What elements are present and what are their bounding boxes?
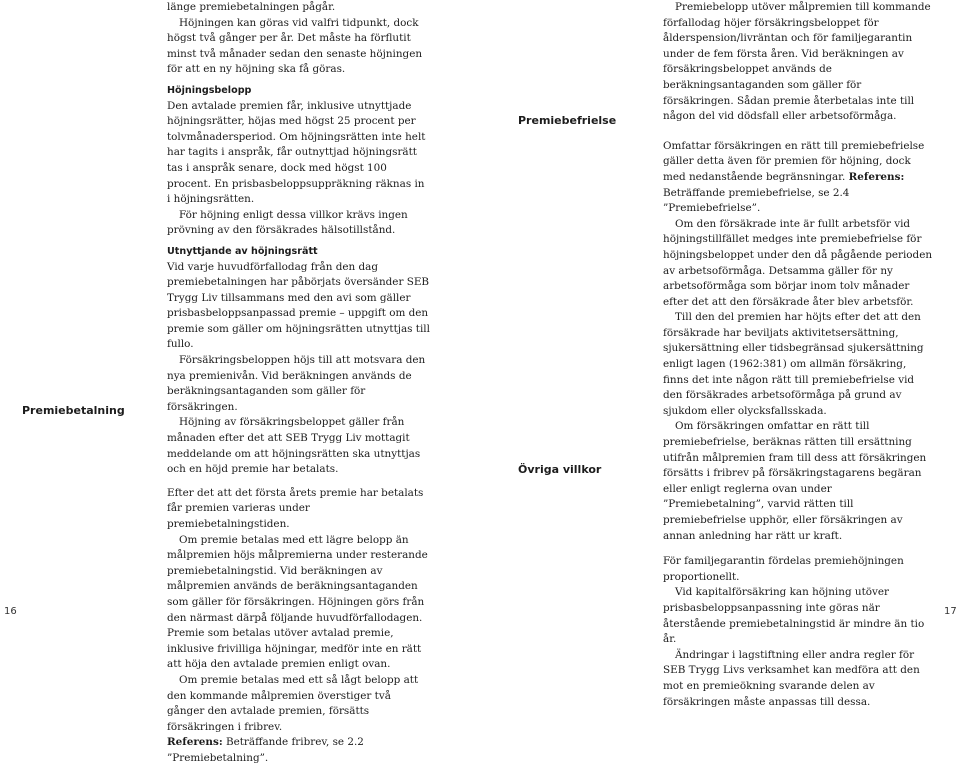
paragraph: Höjning av försäkringsbeloppet gäller från månaden efter det att SEB Trygg Liv mottagit meddelande om att höjningsrätten ska utnyttjas och en höjd premie har betalats. bbox=[167, 416, 421, 476]
paragraph: Om premie betalas med ett lägre belopp än målpremien höjs målpremierna under resterande premiebetalningstid. Vid beräkningen av målpremien används de beräkningsantaganden som gäller för försäkringen. Höjningen görs från den närmast därpå följande huvudförfallodagen. Premie som betalas utöver avtalad premie, inklusive frivilliga höjningar, medför inte en rätt att höja den avtalade premien enligt ovan. bbox=[167, 533, 428, 671]
side-heading-ovriga-villkor: Övriga villkor bbox=[518, 463, 602, 476]
paragraph: Höjningen kan göras vid valfri tidpunkt, dock högst två gånger per år. Det måste ha förflutit minst två månader sedan den senaste höjningen för att en ny höjning ska få göras. bbox=[167, 16, 423, 76]
paragraph: Den avtalade premien får, inklusive utnyttjade höjningsrätter, höjas med högst 25 procent per tolvmånadersperiod. Om höjningsrätten inte helt har tagits i anspråk, får outnyttjad höjningsrätt tas i anspråk senare, dock med högst 100 procent. En prisbasbeloppsuppräkning räknas in i höjningsrätten. bbox=[167, 99, 426, 206]
paragraph: Omfattar försäkringen en rätt till premiebefrielse gäller detta även för premien för höjning, dock med nedanstående begränsningar. Referens: Beträffande premiebefrielse, se 2.4 ”Premiebefrielse”. bbox=[663, 139, 925, 215]
paragraph: Premiebelopp utöver målpremien till kommande förfallodag höjer försäkringsbeloppet för ålderspension/livräntan och för familjegarantin under de fem första åren. Vid beräkningen av försäkringsbeloppet används de beräkningsantaganden som gäller för försäkringen. Sådan premie återbetalas inte till någon del vid dödsfall eller arbetsoförmåga. bbox=[663, 1, 931, 123]
paragraph: Vid kapitalförsäkring kan höjning utöver prisbasbeloppsanpassning inte göras när återstående premiebetalningstid är mindre än tio år. bbox=[663, 586, 925, 646]
reference-line bbox=[167, 735, 430, 766]
subheading-hojningsbelopp: Höjningsbelopp bbox=[167, 84, 252, 96]
paragraph: Till den del premien har höjts efter det att den försäkrade har beviljats aktivitetsersättning, sjukersättning eller tidsbegränsad sjukersättning enligt lagen (1962:381) om allmän försäkring, finns det inte någon rätt till premiebefrielse vid den försäkrades arbetsoförmåga på grund av sjukdom eller olycksfallsskada. bbox=[663, 311, 924, 417]
page-number-left: 16 bbox=[4, 606, 17, 617]
paragraph: länge premiebetalningen pågår. bbox=[167, 1, 336, 13]
page-number-right: 17 bbox=[944, 606, 957, 617]
paragraph: För familjegarantin fördelas premiehöjningen proportionellt. bbox=[663, 555, 904, 583]
left-text-column bbox=[167, 0, 430, 767]
paragraph: Om premie betalas med ett så lågt belopp att den kommande målpremien överstiger två gånger den avtalade premien, försätts försäkringen i fribrev. bbox=[167, 673, 419, 733]
paragraph: Om försäkringen omfattar en rätt till premiebefrielse, beräknas rätten till ersättning utifrån målpremien fram till dess att försäkringen försätts i fribrev på försäkringstagarens begäran eller enligt reglerna ovan under ”Premiebetalning”, varvid rätten till premiebefrielse upphör, eller försäkringen av annan anledning har rätt ur kraft. bbox=[663, 420, 927, 542]
reference-label: Referens: bbox=[167, 736, 223, 749]
subheading-utnyttjande: Utnyttjande av höjningsrätt bbox=[167, 245, 318, 257]
paragraph: Om den försäkrade inte är fullt arbetsför vid höjningstillfället medges inte premiebefrielse för höjningsbeloppet under den då pågående perioden av arbetsoförmåga. Detsamma gäller för ny arbetsoförmåga som börjar inom tolv månader efter det att den försäkrade åter blev arbetsför. bbox=[663, 217, 933, 308]
paragraph: För höjning enligt dessa villkor krävs ingen prövning av den försäkrades hälsotillstånd. bbox=[167, 208, 408, 237]
reference-text: Beträffande premiebefrielse, se 2.4 ”Premiebefrielse”. bbox=[663, 186, 850, 215]
paragraph: Efter det att det första årets premie har betalats får premien varieras under premiebetalningstiden. bbox=[167, 486, 424, 530]
side-heading-premiebefrielse: Premiebefrielse bbox=[518, 114, 617, 127]
right-text-column bbox=[663, 0, 933, 710]
paragraph: Ändringar i lagstiftning eller andra regler för SEB Trygg Livs verksamhet kan medföra att den mot en premieökning svarande delen av försäkringen måste anpassas till dessa. bbox=[663, 648, 920, 708]
paragraph: Vid varje huvudförfallodag från den dag premiebetalningen har påbörjats översänder SEB Trygg Liv tillsammans med den avi som gäller prisbasbeloppsanpassad premie – uppgift om den premie som gäller om höjningsrätten utnyttjas till fullo. bbox=[167, 260, 430, 351]
side-heading-premiebetalning: Premiebetalning bbox=[22, 404, 125, 417]
paragraph: Försäkringsbeloppen höjs till att motsvara den nya premienivån. Vid beräkningen används de beräkningsantaganden som gäller för försäkringen. bbox=[167, 354, 426, 413]
reference-text: Beträffande fribrev, se 2.2 ”Premiebetalning”. bbox=[167, 736, 364, 764]
reference-label: Referens: bbox=[848, 170, 905, 183]
